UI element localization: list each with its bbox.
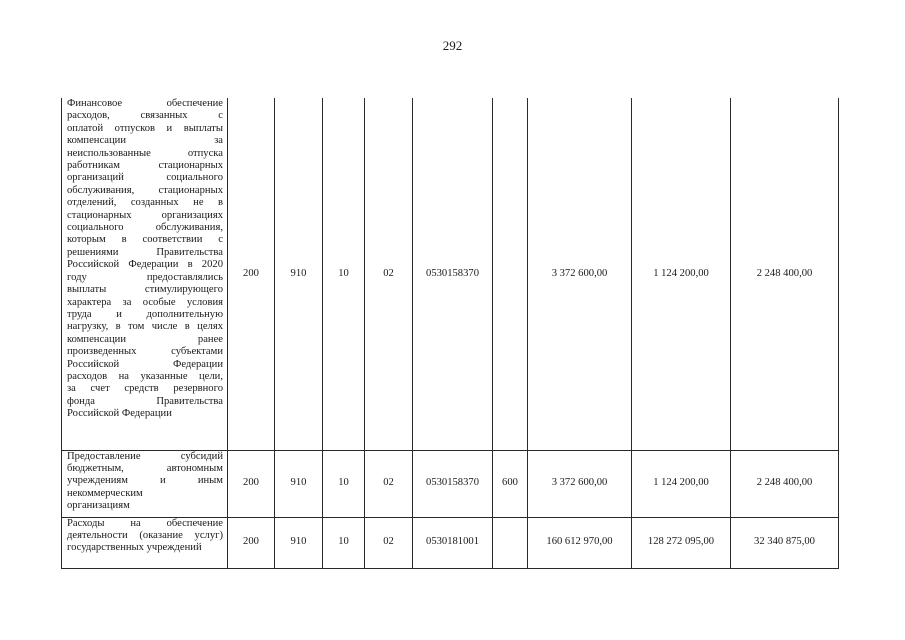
code-2-cell: 910 — [275, 517, 323, 568]
amount-federal-cell: 1 124 200,00 — [632, 98, 731, 450]
page-number: 292 — [442, 38, 463, 53]
description-line: году предоставлялись — [67, 271, 223, 283]
description-line: фонда Правительства — [67, 395, 223, 407]
description-line: произведенных субъектами — [67, 346, 223, 358]
section-cell: 10 — [323, 98, 365, 450]
description-line: расходов, связанных с — [67, 110, 223, 122]
description-line: организаций социального — [67, 172, 223, 184]
amount-total-cell: 3 372 600,00 — [528, 98, 632, 450]
expense-type-cell — [493, 517, 528, 568]
description-line: Расходы на обеспечение — [67, 517, 223, 529]
amount-regional-cell: 2 248 400,00 — [731, 98, 839, 450]
description-cell — [62, 517, 228, 568]
target-article-cell: 0530181001 — [413, 517, 493, 568]
amount-regional-cell: 32 340 875,00 — [731, 517, 839, 568]
description-line: за счет средств резервного — [67, 383, 223, 395]
amount-federal-cell: 128 272 095,00 — [632, 517, 731, 568]
description-line: Финансовое обеспечение — [67, 98, 223, 109]
description-line: Предоставление субсидий — [67, 450, 223, 462]
target-article-cell: 0530158370 — [413, 98, 493, 450]
description-line: обслуживания, стационарных — [67, 184, 223, 196]
code-2-cell: 910 — [275, 98, 323, 450]
description-line: нагрузку, в том числе в целях — [67, 321, 223, 333]
amount-federal-cell: 1 124 200,00 — [632, 450, 731, 517]
description-line: некоммерческим — [67, 487, 143, 499]
section-cell: 10 — [323, 450, 365, 517]
subsection-cell: 02 — [365, 98, 413, 450]
description-line: работникам стационарных — [67, 160, 223, 172]
subsection-cell: 02 — [365, 517, 413, 568]
description-line: деятельности (оказание услуг) — [67, 529, 223, 541]
code-1-cell: 200 — [228, 517, 275, 568]
description-line: бюджетным, автономным — [67, 462, 223, 474]
amount-total-cell: 3 372 600,00 — [528, 450, 632, 517]
description-line: учреждениям и иным — [67, 475, 223, 487]
table-body — [62, 98, 839, 568]
description-line: Российской Федерации — [67, 408, 172, 420]
description-line: государственных учреждений — [67, 542, 202, 554]
description-line: отделений, созданных не в — [67, 197, 223, 209]
description-line: которым в соответствии с — [67, 234, 223, 246]
target-article-cell: 0530158370 — [413, 450, 493, 517]
table-row — [62, 517, 839, 568]
description-line: стационарных организациях — [67, 209, 223, 221]
description-cell — [62, 450, 228, 517]
description-line: характера за особые условия — [67, 296, 223, 308]
table-row — [62, 450, 839, 517]
description-line: расходов на указанные цели, — [67, 370, 223, 382]
budget-table — [61, 98, 839, 569]
description-line: организациям — [67, 500, 130, 512]
description-line: решениями Правительства — [67, 246, 223, 258]
description-cell — [62, 98, 228, 450]
table-row — [62, 98, 839, 450]
code-2-cell: 910 — [275, 450, 323, 517]
description-line: труда и дополнительную — [67, 308, 223, 320]
description-line: Российской Федерации — [67, 358, 223, 370]
description-line: социального обслуживания, — [67, 222, 223, 234]
expense-type-cell — [493, 98, 528, 450]
code-1-cell: 200 — [228, 98, 275, 450]
amount-regional-cell: 2 248 400,00 — [731, 450, 839, 517]
description-line: компенсации ранее — [67, 333, 223, 345]
description-line: выплаты стимулирующего — [67, 284, 223, 296]
description-line: Российской Федерации в 2020 — [67, 259, 223, 271]
section-cell: 10 — [323, 517, 365, 568]
expense-type-cell: 600 — [493, 450, 528, 517]
amount-total-cell: 160 612 970,00 — [528, 517, 632, 568]
description-line: компенсации за — [67, 135, 223, 147]
description-line: неиспользованные отпуска — [67, 147, 223, 159]
code-1-cell: 200 — [228, 450, 275, 517]
description-line: оплатой отпусков и выплаты — [67, 122, 223, 134]
subsection-cell: 02 — [365, 450, 413, 517]
